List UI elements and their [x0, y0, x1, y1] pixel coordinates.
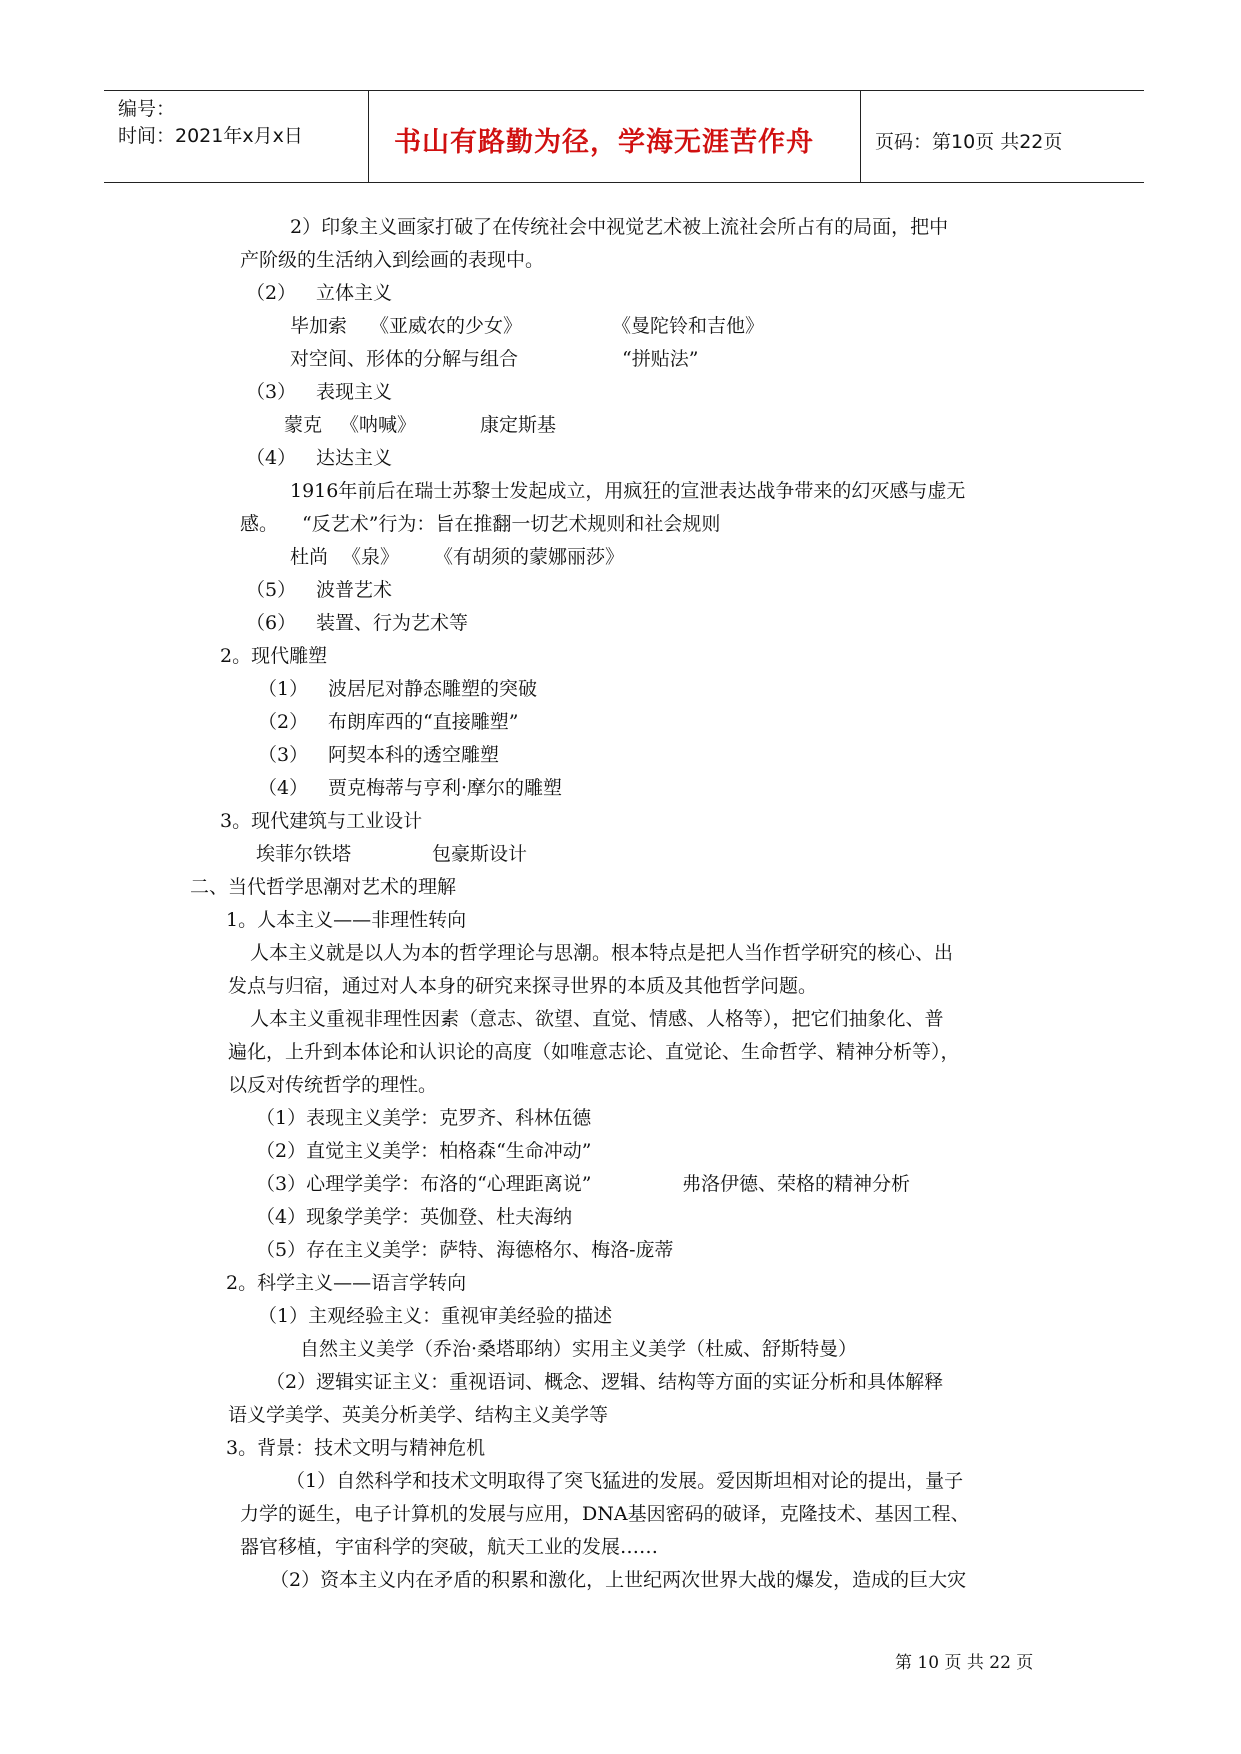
header-number-label: 编号：: [118, 98, 176, 120]
text-line: （2）直觉主义美学：柏格森“生命冲动”: [256, 1140, 592, 1162]
text-line: 自然主义美学（乔治·桑塔耶纳）实用主义美学（杜威、舒斯特曼）: [300, 1338, 858, 1360]
text-line: 包豪斯设计: [432, 843, 528, 865]
text-line: 蒙克: [284, 414, 323, 436]
list-number: （2）: [246, 282, 297, 304]
header-page-label: 页码：第10页 共22页: [875, 131, 1063, 153]
list-number: （1）: [258, 678, 309, 700]
list-number: （2）: [258, 711, 309, 733]
header-divider-left: [368, 90, 369, 183]
page-footer: 第 10 页 共 22 页: [895, 1653, 1034, 1673]
header-bottom-rule: [104, 182, 1144, 183]
text-line: 遍化，上升到本体论和认识论的高度（如唯意志论、直觉论、生命哲学、精神分析等），: [228, 1041, 960, 1063]
text-line: 对空间、形体的分解与组合: [290, 348, 519, 370]
chapter-heading: 二、当代哲学思潮对艺术的理解: [190, 876, 457, 898]
header-divider-right: [860, 90, 861, 183]
header-top-rule: [104, 90, 1144, 91]
text-line: 以反对传统哲学的理性。: [228, 1074, 438, 1096]
list-label: 布朗库西的“直接雕塑”: [328, 711, 519, 733]
text-line: 康定斯基: [480, 414, 557, 436]
list-number: （6）: [246, 612, 297, 634]
list-label: 表现主义: [316, 381, 393, 403]
header-motto: 书山有路勤为径，学海无涯苦作舟: [394, 127, 814, 158]
list-label: 装置、行为艺术等: [316, 612, 469, 634]
text-line: 杜尚: [290, 546, 329, 568]
section-heading: 3。背景：技术文明与精神危机: [226, 1437, 486, 1459]
text-line: 毕加索: [290, 315, 348, 337]
text-line: （5）存在主义美学：萨特、海德格尔、梅洛-庞蒂: [256, 1239, 674, 1261]
list-label: 波普艺术: [316, 579, 393, 601]
list-label: 波居尼对静态雕塑的突破: [328, 678, 538, 700]
section-heading: 2。现代雕塑: [220, 645, 328, 667]
list-label: 立体主义: [316, 282, 393, 304]
text-line: 产阶级的生活纳入到绘画的表现中。: [240, 249, 545, 271]
text-line: 感。: [240, 513, 279, 535]
text-line: 《有胡须的蒙娜丽莎》: [434, 546, 625, 568]
list-label: 达达主义: [316, 447, 393, 469]
section-heading: 3。现代建筑与工业设计: [220, 810, 423, 832]
text-line: 《呐喊》: [340, 414, 417, 436]
text-line: （3）心理学美学：布洛的“心理距离说”: [256, 1173, 592, 1195]
list-number: （3）: [246, 381, 297, 403]
section-heading: 1。人本主义——非理性转向: [226, 909, 467, 931]
text-line: 人本主义重视非理性因素（意志、欲望、直觉、情感、人格等），把它们抽象化、普: [250, 1008, 944, 1030]
text-line: “反艺术”行为：旨在推翻一切艺术规则和社会规则: [302, 513, 721, 535]
section-heading: 2。科学主义——语言学转向: [226, 1272, 467, 1294]
text-line: 语义学美学、英美分析美学、结构主义美学等: [228, 1404, 609, 1426]
text-line: （2）资本主义内在矛盾的积累和激化，上世纪两次世界大战的爆发，造成的巨大灾: [270, 1569, 967, 1591]
text-line: 人本主义就是以人为本的哲学理论与思潮。根本特点是把人当作哲学研究的核心、出: [250, 942, 954, 964]
text-line: “拼贴法”: [622, 348, 699, 370]
text-line: 《泉》: [342, 546, 400, 568]
text-line: 力学的诞生，电子计算机的发展与应用，DNA基因密码的破译，克隆技术、基因工程、: [240, 1503, 970, 1525]
text-line: 弗洛伊德、荣格的精神分析: [682, 1173, 911, 1195]
header-time-label: 时间：2021年x月x日: [118, 125, 303, 147]
text-line: 《亚威农的少女》: [370, 315, 523, 337]
text-line: （1）表现主义美学：克罗齐、科林伍德: [256, 1107, 592, 1129]
text-line: （1）自然科学和技术文明取得了突飞猛进的发展。爱因斯坦相对论的提出，量子: [286, 1470, 964, 1492]
text-line: （1）主观经验主义：重视审美经验的描述: [258, 1305, 613, 1327]
text-line: （2）逻辑实证主义：重视语词、概念、逻辑、结构等方面的实证分析和具体解释: [266, 1371, 944, 1393]
list-number: （5）: [246, 579, 297, 601]
text-line: 发点与归宿，通过对人本身的研究来探寻世界的本质及其他哲学问题。: [228, 975, 818, 997]
text-line: 埃菲尔铁塔: [256, 843, 352, 865]
list-label: 阿契本科的透空雕塑: [328, 744, 500, 766]
text-line: 2）印象主义画家打破了在传统社会中视觉艺术被上流社会所占有的局面，把中: [290, 216, 949, 238]
text-line: （4）现象学美学：英伽登、杜夫海纳: [256, 1206, 573, 1228]
text-line: 《曼陀铃和吉他》: [612, 315, 765, 337]
text-line: 1916年前后在瑞士苏黎士发起成立，用疯狂的宣泄表达战争带来的幻灭感与虚无: [290, 480, 966, 502]
list-number: （3）: [258, 744, 309, 766]
text-line: 器官移植，宇宙科学的突破，航天工业的发展……: [240, 1536, 659, 1558]
list-number: （4）: [246, 447, 297, 469]
list-number: （4）: [258, 777, 309, 799]
list-label: 贾克梅蒂与亨利·摩尔的雕塑: [328, 777, 563, 799]
